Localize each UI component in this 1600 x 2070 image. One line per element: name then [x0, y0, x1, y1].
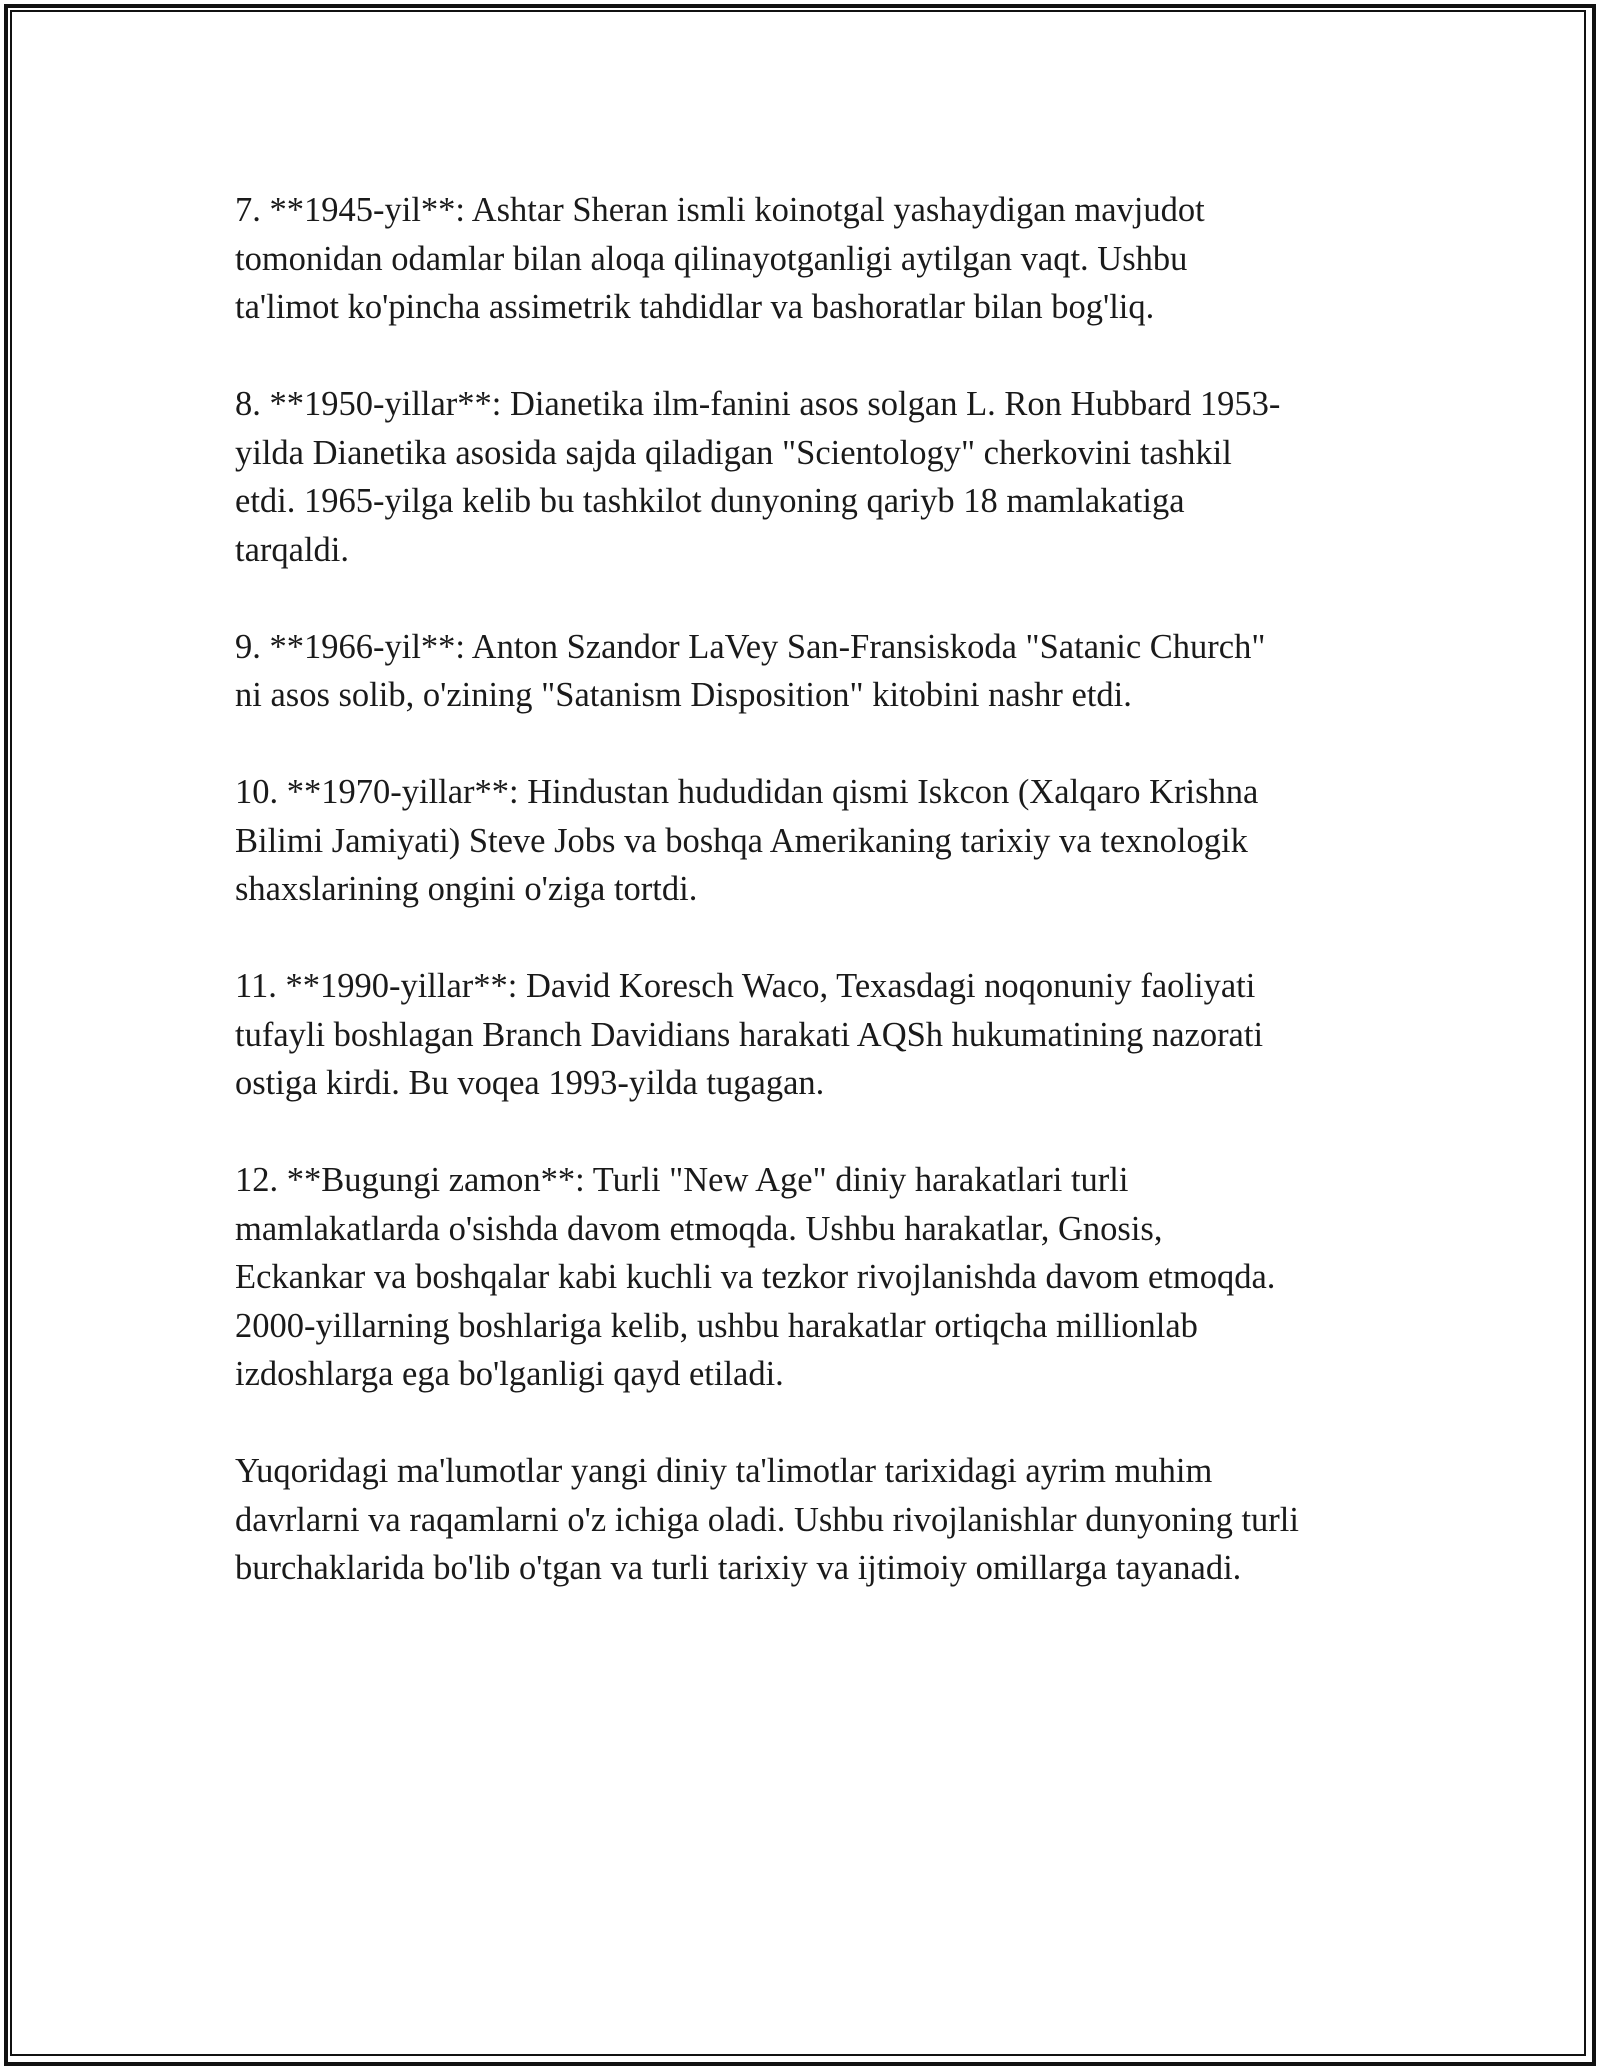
- paragraph-item-8: [235, 380, 1385, 574]
- text-line: ostiga kirdi. Bu voqea 1993-yilda tugagan.: [235, 1064, 825, 1102]
- text-line: davrlarni va raqamlarni o'z ichiga oladi. Ushbu rivojlanishlar dunyoning turli: [235, 1500, 1299, 1539]
- paragraph-item-10: [235, 768, 1385, 914]
- text-line: 12. **Bugungi zamon**: Turli "New Age" diniy harakatlari turli: [235, 1161, 1129, 1199]
- text-line: 10. **1970-yillar**: Hindustan hududidan qismi Iskcon (Xalqaro Krishna: [235, 773, 1259, 811]
- paragraph-item-12: [235, 1156, 1385, 1399]
- text-line: etdi. 1965-yilga kelib bu tashkilot dunyoning qariyb 18 mamlakatiga: [235, 482, 1185, 520]
- text-line: yilda Dianetika asosida sajda qiladigan "Scientology" cherkovini tashkil: [235, 433, 1232, 472]
- text-line: ta'limot ko'pincha assimetrik tahdidlar va bashoratlar bilan bog'liq.: [235, 288, 1155, 326]
- text-line: Yuqoridagi ma'lumotlar yangi diniy ta'limotlar tarixidagi ayrim muhim: [235, 1452, 1213, 1490]
- text-line: burchaklarida bo'lib o'tgan va turli tarixiy va ijtimoiy omillarga tayanadi.: [235, 1549, 1242, 1587]
- text-line: Bilimi Jamiyati) Steve Jobs va boshqa Amerikaning tarixiy va texnologik: [235, 821, 1248, 860]
- text-line: tarqaldi.: [235, 530, 349, 569]
- text-line: 2000-yillarning boshlariga kelib, ushbu harakatlar ortiqcha millionlab: [235, 1306, 1198, 1345]
- paragraph-item-7: [235, 186, 1385, 332]
- paragraph-item-11: [235, 962, 1385, 1108]
- text-line: Eckankar va boshqalar kabi kuchli va tezkor rivojlanishda davom etmoqda.: [235, 1258, 1276, 1296]
- text-line: 11. **1990-yillar**: David Koresch Waco, Texasdagi noqonuniy faoliyati: [235, 967, 1256, 1005]
- paragraph-conclusion: [235, 1447, 1385, 1593]
- text-line: ni asos solib, o'zining "Satanism Disposition" kitobini nashr etdi.: [235, 676, 1132, 714]
- text-line: 7. **1945-yil**: Ashtar Sheran ismli koinotgal yashaydigan mavjudot: [235, 191, 1205, 229]
- text-line: tufayli boshlagan Branch Davidians harakati AQSh hukumatining nazorati: [235, 1015, 1264, 1054]
- text-line: mamlakatlarda o'sishda davom etmoqda. Ushbu harakatlar, Gnosis,: [235, 1209, 1163, 1248]
- text-line: izdoshlarga ega bo'lganligi qayd etiladi.: [235, 1355, 784, 1393]
- text-line: 8. **1950-yillar**: Dianetika ilm-fanini asos solgan L. Ron Hubbard 1953-: [235, 385, 1281, 423]
- text-line: shaxslarining ongini o'ziga tortdi.: [235, 870, 698, 908]
- document-body: [235, 186, 1385, 1641]
- paragraph-item-9: [235, 623, 1385, 720]
- text-line: tomonidan odamlar bilan aloqa qilinayotganligi aytilgan vaqt. Ushbu: [235, 239, 1188, 278]
- text-line: 9. **1966-yil**: Anton Szandor LaVey San-Fransiskoda "Satanic Church": [235, 627, 1266, 666]
